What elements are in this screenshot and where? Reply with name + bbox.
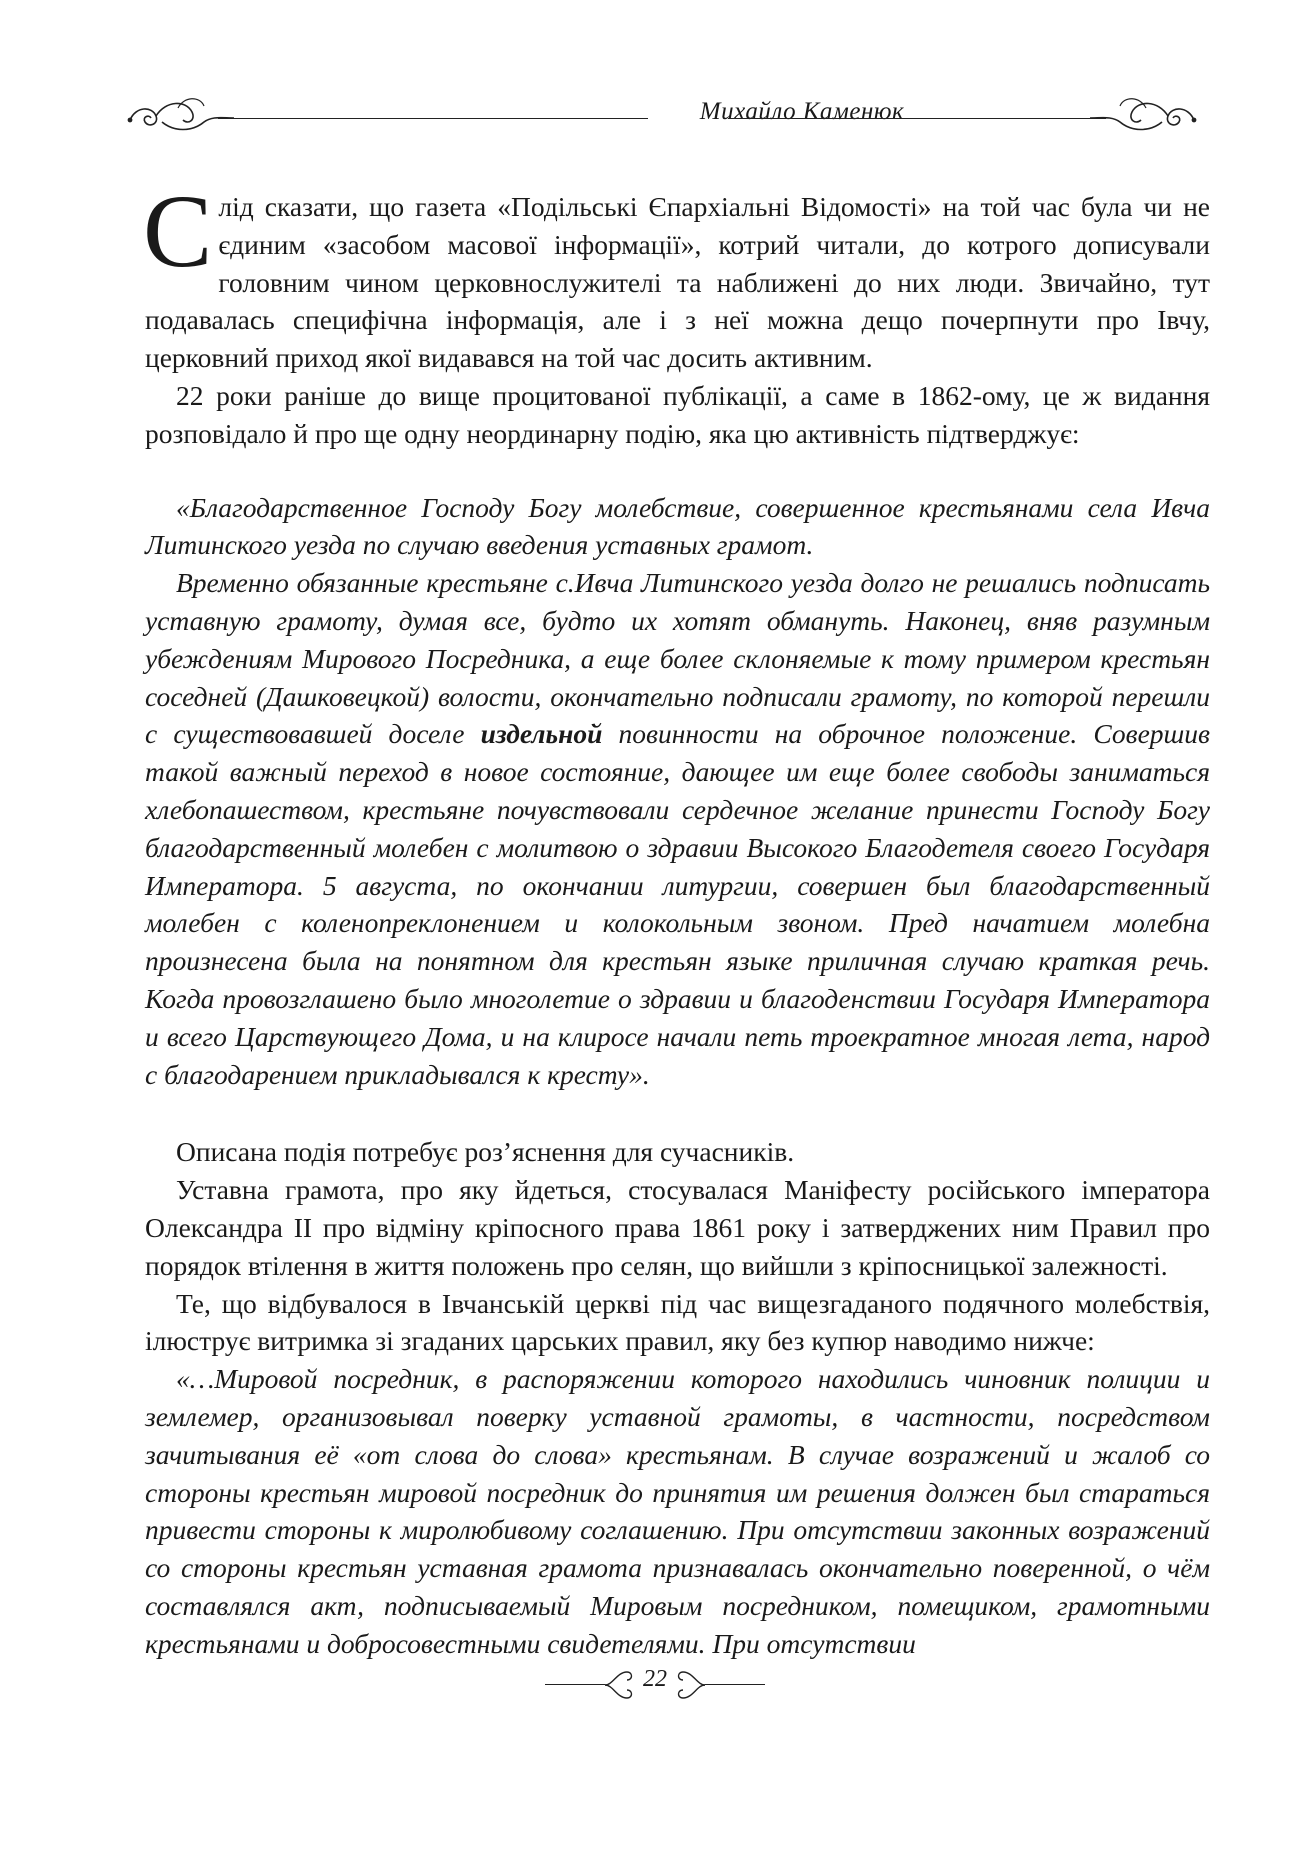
page-number: 22 xyxy=(643,1666,667,1692)
quote-body-text-a: Временно обязанные крестьяне с.Ивча Литинского уезда долго не решались подписать уставную грамоту, думая все, будто их хотят обмануть. Наконец, вняв разумным убеждениям Мирового Посредника, а еще более склоняемые к тому примером крестьян соседней (Дашковецкой) волости, окончательно подписали грамоту, по которой перешли с существовавшей доселе xyxy=(145,567,1210,750)
running-header-author: Михайло Каменюк xyxy=(699,98,905,125)
paragraph-explanation: Описана подія потребує роз’яснення для сучасників. xyxy=(176,1136,795,1168)
running-header xyxy=(122,92,1202,142)
header-rule-left xyxy=(218,118,648,119)
flourish-ornament-left-icon xyxy=(122,92,237,142)
paragraph-1862: 22 роки раніше до вище процитованої публікації, а саме в 1862-ому, це ж видання розповідало й про ще одну неординарну подію, яка цю активність підтверджує: xyxy=(145,379,1210,449)
footer-flourish-right-icon xyxy=(675,1664,707,1706)
footer-rule-left xyxy=(545,1684,605,1685)
flourish-ornament-right-icon xyxy=(1087,92,1202,142)
header-rule-right xyxy=(728,118,1106,119)
spacer xyxy=(145,453,1210,489)
quote-body xyxy=(145,564,1210,1093)
paragraph-intro-text: лід сказати, що газета «Подільські Єпархіальні Відомості» на той час була чи не єдиним «засобом масової інформації», котрий читали, до котрого дописували головним чином церковнослужителі та наближені до них люди. Звичайно, тут подавалась специфічна інформація, але і з неї можна дещо почерпнути про Івчу, церковний приход якої видавався на той час досить активним. xyxy=(145,191,1210,374)
footer-rule-right xyxy=(705,1684,765,1685)
drop-cap: С xyxy=(143,174,213,289)
spacer xyxy=(145,1093,1210,1133)
page-body xyxy=(143,174,1210,1662)
quote-body-emphasis: издельной xyxy=(480,718,603,750)
quote-rules: «…Мировой посредник, в распоряжении которого находились чиновник полиции и землемер, организовывал поверку уставной грамоты, в частности, посредством зачитывания её «от слова до слова» крестьянам. В случае возражений и жалоб со стороны крестьян мировой посредник до принятия им решения должен был стараться привести стороны к миролюбивому соглашению. При отсутствии законных возражений со стороны крестьян уставная грамота признавалась окончательно поверенной, о чём составлялся акт, подписываемый Мировым посредником, помещиком, грамотными крестьянами и добросовестными свидетелями. При отсутствии xyxy=(145,1363,1210,1659)
paragraph-charter: Уставна грамота, про яку йдеться, стосувалася Маніфесту російського імператора Олександра ІІ про відміну кріпосного права 1861 року і затверджених ним Правил про порядок втілення в життя положень про селян, що вийшли з кріпосницької залежності. xyxy=(145,1174,1210,1281)
quote-title: «Благодарственное Господу Богу молебствие, совершенное крестьянами села Ивча Литинского уезда по случаю введения уставных грамот. xyxy=(145,491,1210,561)
paragraph-church: Те, що відбувалося в Івчанській церкві під час вищезгаданого подячного молебствія, ілюструє витримка зі згаданих царських правил, яку без купюр наводимо нижче: xyxy=(145,1287,1210,1357)
paragraph-intro xyxy=(143,174,1210,377)
page-footer xyxy=(545,1660,765,1710)
quote-body-text-b: повинности на оброчное положение. Совершив такой важный переход в новое состояние, дающее им еще более свободы заниматься хлебопашеством, крестьяне почувствовали сердечное желание принести Господу Богу благодарственный молебен с молитвою о здравии Высокого Благодетеля своего Государя Императора. 5 августа, по окончании литургии, совершен был благодарственный молебен с коленопреклонением и колокольным звоном. Пред начатием молебна произнесена была на понятном для крестьян языке приличная случаю краткая речь. Когда провозглашено было многолетие о здравии и благоденствии Государя Императора и всего Царствующего Дома, и на клиросе начали петь троекратное многая лета, народ с благодарением прикладывался к кресту». xyxy=(145,718,1210,1090)
